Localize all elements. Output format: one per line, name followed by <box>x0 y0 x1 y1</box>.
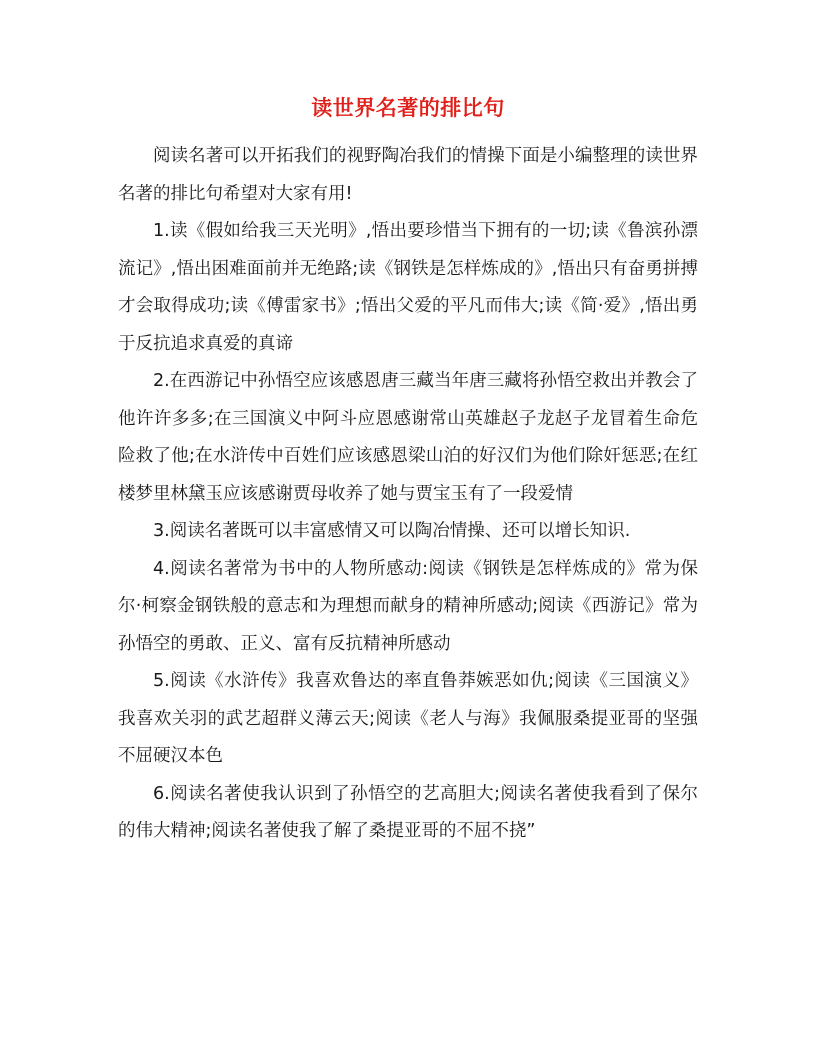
paragraph-item-2: 2.在西游记中孙悟空应该感恩唐三藏当年唐三藏将孙悟空救出并教会了他许许多多;在三国演义中阿斗应恩感谢常山英雄赵子龙赵子龙冒着生命危险救了他;在水浒传中百姓们应该感恩梁山泊的好汉们为他们除奸惩恶;在红楼梦里林黛玉应该感谢贾母收养了她与贾宝玉有了一段爱情 <box>118 371 698 504</box>
paragraph-item-6: 6.阅读名著使我认识到了孙悟空的艺高胆大;阅读名著使我看到了保尔的伟大精神;阅读名著使我了解了桑提亚哥的不屈不挠” <box>118 783 698 841</box>
paragraph-intro: 阅读名著可以开拓我们的视野陶冶我们的情操下面是小编整理的读世界名著的排比句希望对大家有用! <box>118 146 698 204</box>
paragraph-item-3: 3.阅读名著既可以丰富感情又可以陶冶情操、还可以增长知识. <box>153 521 631 541</box>
document-title: 读世界名著的排比句 <box>311 95 505 120</box>
paragraph-item-5: 5.阅读《水浒传》我喜欢鲁达的率直鲁莽嫉恶如仇;阅读《三国演义》我喜欢关羽的武艺超群义薄云天;阅读《老人与海》我佩服桑提亚哥的坚强不屈硬汉本色 <box>118 671 698 766</box>
paragraph-item-1: 1.读《假如给我三天光明》,悟出要珍惜当下拥有的一切;读《鲁滨孙漂流记》,悟出困难面前并无绝路;读《钢铁是怎样炼成的》,悟出只有奋勇拼搏才会取得成功;读《傅雷家书》;悟出父爱的平凡而伟大;读《简·爱》,悟出勇于反抗追求真爱的真谛 <box>118 221 698 354</box>
document-body <box>118 138 698 851</box>
paragraph-item-4: 4.阅读名著常为书中的人物所感动:阅读《钢铁是怎样炼成的》常为保尔·柯察金钢铁般的意志和为理想而献身的精神所感动;阅读《西游记》常为孙悟空的勇敢、正义、富有反抗精神所感动 <box>118 558 698 654</box>
